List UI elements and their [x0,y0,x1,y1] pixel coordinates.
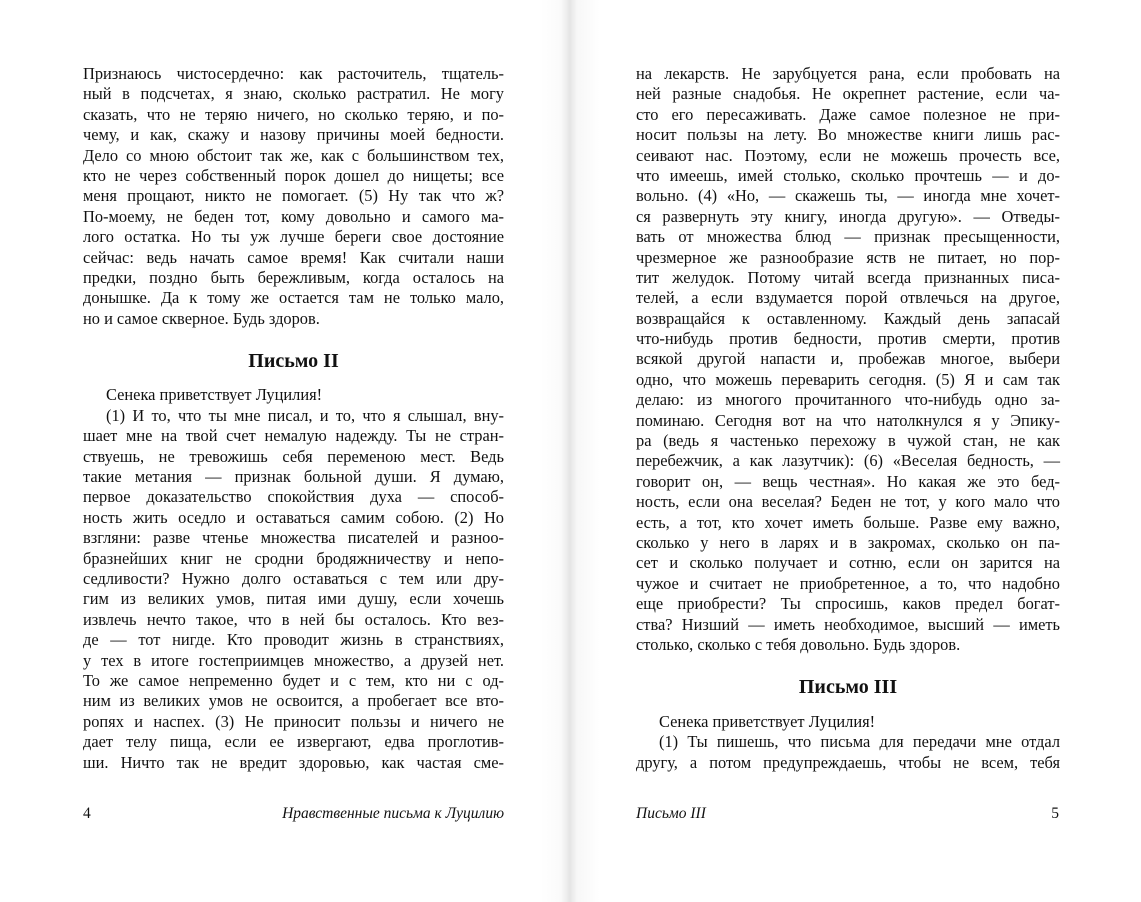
running-title: Нравственные письма к Луцилию [282,805,504,822]
text-line: делаю: из многого прочитанного что-нибудь одно за- [636,390,1060,410]
text-line: что имеешь, имей столько, сколько прочтешь — и до- [636,165,1060,185]
text-line: чему, и как, скажу и назову причины моей бедности. [83,125,504,145]
text-line: взгляни: разве чтенье множества писателей и разноо- [83,528,504,548]
text-line: шает мне на твой счет немалую надежду. Ты не стран- [83,426,504,446]
text-line: ра (ведь я частенько перехожу в чужой стан, не как [636,431,1060,451]
text-line: гим из великих умов, питая ими душу, если хочешь [83,589,504,609]
text-line: сет и сколько получает и сотню, если он зарится на [636,553,1060,573]
text-line: дает телу пища, если ее извергают, едва проглотив- [83,732,504,752]
text-line: но и самое скверное. Будь здоров. [83,308,320,328]
text-line: ный в подсчетах, я знаю, сколько растратил. Не могу [83,84,504,104]
text-line: говорит он, — вещь честная». Но какая же это бед- [636,471,1060,491]
text-line: поминаю. Сегодня вот на что натолкнулся я у Эпику- [636,410,1060,430]
text-line: сказать, что не теряю ничего, но сколько теряю, и по- [83,104,504,124]
text-line: одно, что можешь переварить сегодня. (5) Я и сам так [636,369,1060,389]
text-line: (1) Ты пишешь, что письма для передачи мне отдал [659,732,1060,752]
letter-greeting: Сенека приветствует Луцилия! [659,711,876,731]
running-title: Письмо III [636,805,706,822]
letter-heading: Письмо II [248,350,339,373]
text-line: сейчас: ведь начать самое время! Как считали наши [83,247,504,267]
text-line: сеивают нас. Поэтому, если не можешь прочесть все, [636,145,1060,165]
text-line: другу, а потом предупреждаешь, чтобы не всем, тебя [636,752,1060,772]
text-line: что-нибудь против бедности, против смерти, против [636,329,1060,349]
text-line: меня прощают, никто не помогает. (5) Ну так что ж? [83,186,504,206]
page-number: 5 [1051,805,1059,822]
text-line: ства? Низший — иметь необходимое, высший — иметь [636,614,1060,634]
left-page-text [83,64,504,773]
text-line: еще приобрести? Ты спросишь, каков предел богат- [636,594,1060,614]
text-line: вольно. (4) «Но, — скажешь ты, — иногда мне хочет- [636,186,1060,206]
text-line: на лекарств. Не зарубцуется рана, если пробовать на [636,64,1060,83]
left-paragraph-2 [83,406,504,773]
right-page [570,0,1141,902]
text-line: такие метания — признак больной души. Я думаю, [83,467,504,487]
text-line: сколько у него в ларях и в закромах, сколько он па- [636,532,1060,552]
text-line: ши. Ничто так не вредит здоровью, как частая сме- [83,752,504,772]
text-line: де — тот нигде. Кто проводит жизнь в странствиях, [83,630,504,650]
text-line: ствуешь, не тревожишь себя переменою мест. Ведь [83,446,504,466]
text-line: сто его пересаживать. Даже самое полезное не при- [636,104,1060,124]
letter-heading: Письмо III [798,676,898,699]
text-line: есть, а тот, кто хочет иметь больше. Разве ему важно, [636,512,1060,532]
text-line: первое доказательство спокойствия духа — способ- [83,487,504,507]
text-line: бразнейших книг не сродни бродяжничеству и непо- [83,548,504,568]
left-page [0,0,570,902]
text-line: перебежчик, а как лазутчик): (6) «Веселая бедность, — [636,451,1060,471]
text-line: извлечь нечто такое, что в ней бы осталось. Кто вез- [83,609,504,629]
text-line: всякой другой напасти и, пробежав многое, выбери [636,349,1060,369]
text-line: чрезмерное же разнообразие яств не питает, но пор- [636,247,1060,267]
text-line: Дело со мною обстоит так же, как с большинством тех, [83,145,504,165]
right-page-text [636,64,1060,773]
text-line: седливости? Нужно долго оставаться с тем или дру- [83,568,504,588]
text-line: (1) И то, что ты мне писал, и то, что я слышал, вну- [106,405,504,425]
text-line: у тех в итоге гостеприимцев множество, а друзей нет. [83,650,504,670]
text-line: По-моему, не беден тот, кому довольно и самого ма- [83,206,504,226]
text-line: То же самое непременно будет и с тем, кто ни с од- [83,670,504,690]
left-paragraph-1 [83,64,504,329]
text-line: тит желудок. Потому читай всегда признанных писа- [636,267,1060,287]
text-line: лого остатка. Но ты уж лучше береги свое достояние [83,227,504,247]
text-line: ним из великих умов не освоится, а пробегает все вто- [83,691,504,711]
right-paragraph-2 [636,732,1060,773]
text-line: ность, если она веселая? Беден не тот, у кого мало что [636,492,1060,512]
text-line: донышке. Да к тому же остается там не только мало, [83,288,504,308]
text-line: вать от множества блюд — признак пресыщенности, [636,227,1060,247]
text-line: столько, сколько с тебя довольно. Будь здоров. [636,634,961,654]
text-line: Признаюсь чистосердечно: как расточитель, тщатель- [83,64,504,83]
right-paragraph-1 [636,64,1060,655]
text-line: ней разные снадобья. Не окрепнет растение, если ча- [636,84,1060,104]
text-line: предки, поздно быть бережливым, когда осталось на [83,267,504,287]
text-line: телей, а если вздумается порой отвлечься на другое, [636,288,1060,308]
text-line: ропях и наспех. (3) Не приносит пользы и ничего не [83,711,504,731]
text-line: ность жить оседло и оставаться самим собою. (2) Но [83,507,504,527]
page-number: 4 [83,805,91,822]
text-line: ся развернуть эту книгу, иногда другую». — Отведы- [636,206,1060,226]
text-line: кто не через собственный порок дошел до нищеты; все [83,165,504,185]
text-line: чужое и считает не приобретенное, а то, что надобно [636,573,1060,593]
text-line: носит пользы на лету. Во множестве книги лишь рас- [636,125,1060,145]
text-line: возвращайся к оставленному. Каждый день запасай [636,308,1060,328]
letter-greeting: Сенека приветствует Луцилия! [106,385,323,405]
